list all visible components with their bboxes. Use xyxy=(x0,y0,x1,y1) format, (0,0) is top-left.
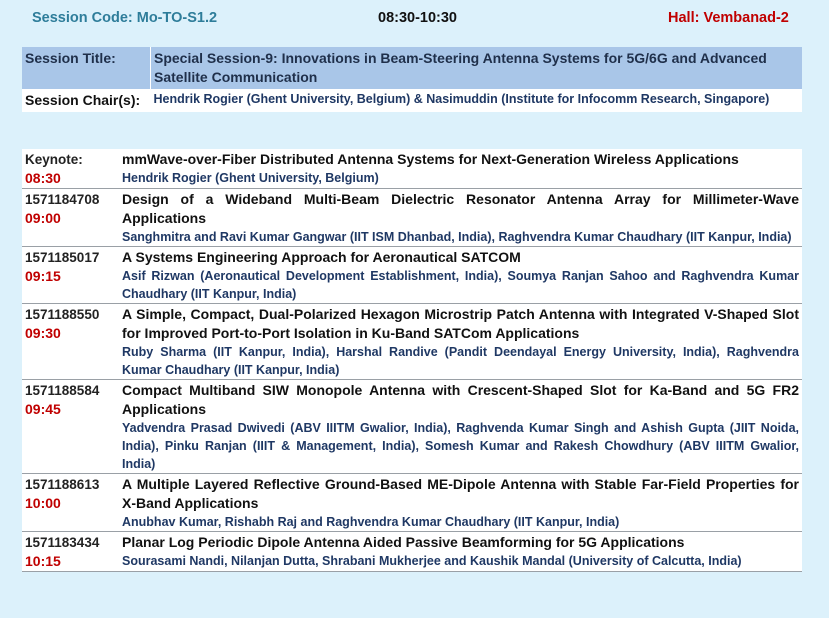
paper-id: 1571185017 xyxy=(25,250,100,265)
session-chair-row xyxy=(22,89,802,112)
paper-authors: Anubhav Kumar, Rishabh Raj and Raghvendra Kumar Chaudhary (IIT Kanpur, India) xyxy=(122,515,620,529)
program-row xyxy=(22,149,802,189)
paper-title: Planar Log Periodic Dipole Antenna Aided Passive Beamforming for 5G Applications xyxy=(122,534,685,550)
paper-id: Keynote: xyxy=(25,152,83,167)
session-time: 08:30-10:30 xyxy=(378,10,457,26)
paper-title: A Multiple Layered Reflective Ground-Based ME-Dipole Antenna with Stable Far-Field Properties for X-Band Applications xyxy=(122,476,799,511)
paper-title: A Simple, Compact, Dual-Polarized Hexagon Microstrip Patch Antenna with Integrated V-Shaped Slot for Improved Port-to-Port Isolation in Ku-Band SATCom Applications xyxy=(122,306,799,341)
session-hall: Hall: Vembanad-2 xyxy=(668,10,789,26)
paper-title: Design of a Wideband Multi-Beam Dielectric Resonator Antenna Array for Millimeter-Wave Applications xyxy=(122,191,799,226)
session-code: Session Code: Mo-TO-S1.2 xyxy=(32,10,218,26)
session-chairs: Hendrik Rogier (Ghent University, Belgium) & Nasimuddin (Institute for Infocomm Research, Singapore) xyxy=(153,92,770,106)
paper-authors: Hendrik Rogier (Ghent University, Belgium) xyxy=(122,171,379,185)
session-title-row xyxy=(22,47,802,89)
paper-time: 08:30 xyxy=(25,170,61,186)
program-table xyxy=(22,149,802,572)
paper-time: 09:45 xyxy=(25,401,61,417)
paper-authors: Asif Rizwan (Aeronautical Development Establishment, India), Soumya Ranjan Sahoo and Raghvendra Kumar Chaudhary (IIT Kanpur, India) xyxy=(122,269,799,301)
program-row xyxy=(22,474,802,532)
program-row xyxy=(22,304,802,380)
paper-time: 10:00 xyxy=(25,495,61,511)
paper-title: A Systems Engineering Approach for Aeronautical SATCOM xyxy=(122,249,521,265)
program-row xyxy=(22,380,802,474)
session-title-label: Session Title: xyxy=(22,47,151,89)
paper-id: 1571188550 xyxy=(25,307,100,322)
paper-title: Compact Multiband SIW Monopole Antenna with Crescent-Shaped Slot for Ka-Band and 5G FR2 Applications xyxy=(122,382,799,417)
session-chair-label: Session Chair(s): xyxy=(25,92,141,108)
paper-authors: Sourasami Nandi, Nilanjan Dutta, Shrabani Mukherjee and Kaushik Mandal (University of Calcutta, India) xyxy=(122,554,742,568)
paper-time: 09:15 xyxy=(25,268,61,284)
program-row xyxy=(22,189,802,247)
paper-time: 09:30 xyxy=(25,325,61,341)
paper-authors: Yadvendra Prasad Dwivedi (ABV IIITM Gwalior, India), Raghvenda Kumar Singh and Ashish Gupta (JIIT Noida, India), Pinku Ranjan (IIIT & Management, India), Somesh Kumar and Rakesh Chowdhury (ABV IIITM Gwalior, India) xyxy=(122,421,799,471)
paper-authors: Ruby Sharma (IIT Kanpur, India), Harshal Randive (Pandit Deendayal Energy University, India), Raghvendra Kumar Chaudhary (IIT Kanpur, India) xyxy=(122,345,799,377)
paper-id: 1571188584 xyxy=(25,383,100,398)
paper-id: 1571188613 xyxy=(25,477,100,492)
program-row xyxy=(22,532,802,572)
paper-authors: Sanghmitra and Ravi Kumar Gangwar (IIT ISM Dhanbad, India), Raghvendra Kumar Chaudhary (IIT Kanpur, India) xyxy=(122,230,792,244)
paper-id: 1571183434 xyxy=(25,535,100,550)
session-info-table xyxy=(22,47,802,112)
paper-time: 09:00 xyxy=(25,210,61,226)
paper-title: mmWave-over-Fiber Distributed Antenna Systems for Next-Generation Wireless Applications xyxy=(122,151,739,167)
program-row xyxy=(22,247,802,304)
paper-id: 1571184708 xyxy=(25,192,100,207)
paper-time: 10:15 xyxy=(25,553,61,569)
session-title: Special Session-9: Innovations in Beam-Steering Antenna Systems for 5G/6G and Advanced Satellite Communication xyxy=(151,47,803,89)
